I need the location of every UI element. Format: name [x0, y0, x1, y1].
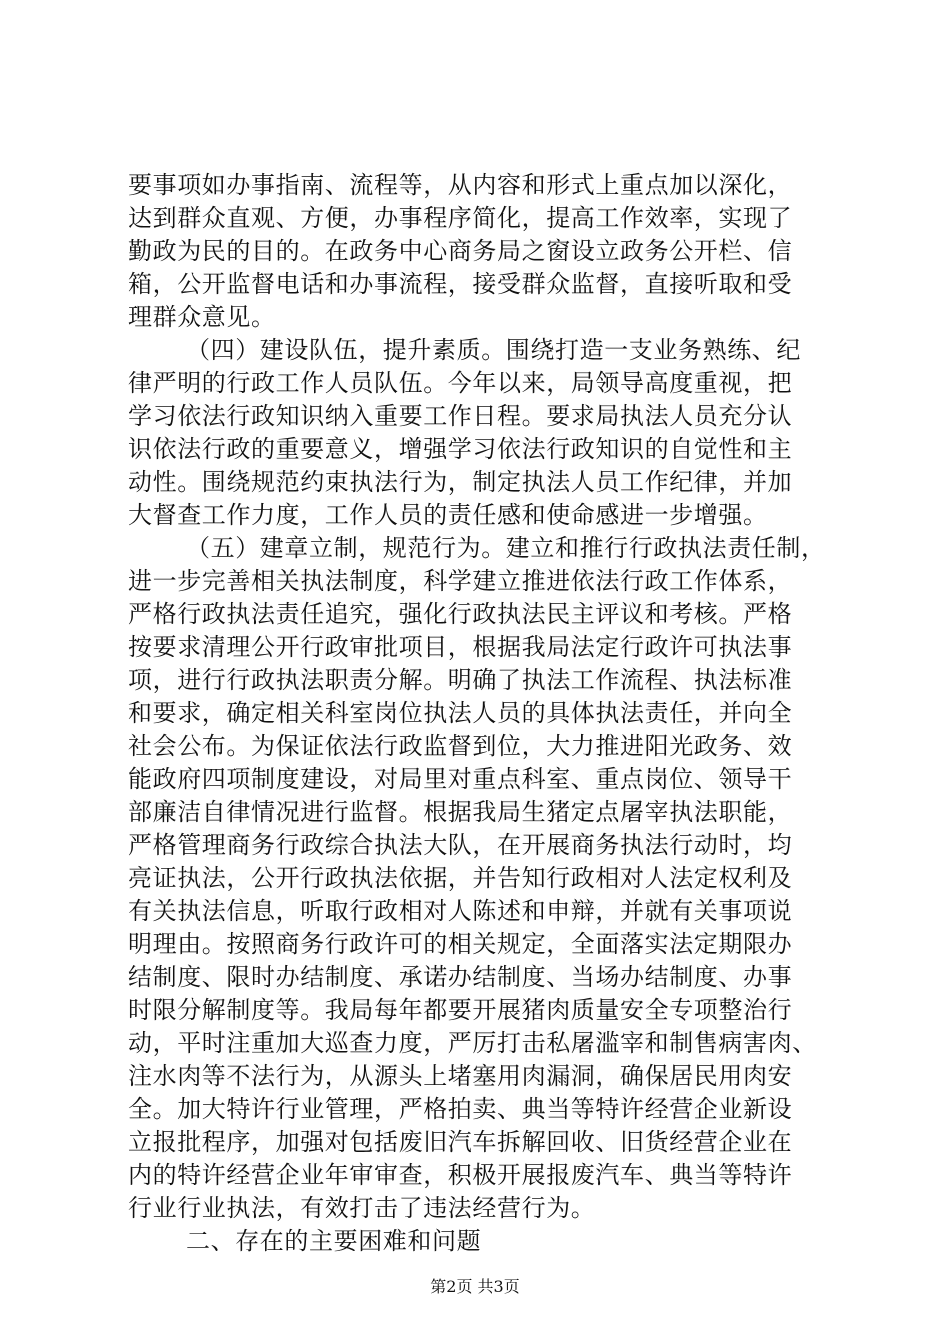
text-line: 进一步完善相关执法制度，科学建立推进依法行政工作体系， [128, 567, 793, 595]
text-line: 学习依法行政知识纳入重要工作日程。要求局执法人员充分认 [128, 402, 793, 430]
text-line: 箱，公开监督电话和办事流程，接受群众监督，直接听取和受 [128, 270, 793, 298]
text-line: 内的特许经营企业年审审查，积极开展报废汽车、典当等特许 [128, 1161, 793, 1189]
text-line: 项，进行行政执法职责分解。明确了执法工作流程、执法标准 [128, 666, 793, 694]
text-line: 全。加大特许行业管理，严格拍卖、典当等特许经营企业新设 [128, 1095, 793, 1123]
page-footer: 第2页 共3页 [430, 1277, 520, 1296]
text-line: 结制度、限时办结制度、承诺办结制度、当场办结制度、办事 [128, 963, 793, 991]
text-line: 立报批程序，加强对包括废旧汽车拆解回收、旧货经营企业在 [128, 1128, 793, 1156]
text-line: 律严明的行政工作人员队伍。今年以来，局领导高度重视，把 [128, 369, 793, 397]
text-line: 严格管理商务行政综合执法大队，在开展商务执法行动时，均 [128, 831, 793, 859]
text-line: 按要求清理公开行政审批项目，根据我局法定行政许可执法事 [128, 633, 793, 661]
body-text [128, 169, 828, 1258]
text-line: 达到群众直观、方便，办事程序简化，提高工作效率，实现了 [128, 204, 793, 232]
text-line: 二、存在的主要困难和问题 [186, 1227, 482, 1255]
text-line: 有关执法信息，听取行政相对人陈述和申辩，并就有关事项说 [128, 897, 793, 925]
text-line: 理群众意见。 [128, 303, 276, 331]
text-line: 时限分解制度等。我局每年都要开展猪肉质量安全专项整治行 [128, 996, 793, 1024]
text-line: 动，平时注重加大巡查力度，严厉打击私屠滥宰和制售病害肉、 [128, 1029, 817, 1057]
text-line: 行业行业执法，有效打击了违法经营行为。 [128, 1194, 596, 1222]
text-line: 勤政为民的目的。在政务中心商务局之窗设立政务公开栏、信 [128, 237, 793, 265]
text-line: 大督查工作力度，工作人员的责任感和使命感进一步增强。 [128, 501, 768, 529]
text-line: 和要求，确定相关科室岗位执法人员的具体执法责任，并向全 [128, 699, 793, 727]
text-line: 社会公布。为保证依法行政监督到位，大力推进阳光政务、效 [128, 732, 793, 760]
text-line: 注水肉等不法行为，从源头上堵塞用肉漏洞，确保居民用肉安 [128, 1062, 793, 1090]
text-line: 要事项如办事指南、流程等，从内容和形式上重点加以深化， [128, 171, 793, 199]
text-line: 能政府四项制度建设，对局里对重点科室、重点岗位、领导干 [128, 765, 793, 793]
text-line: （五）建章立制，规范行为。建立和推行行政执法责任制， [186, 534, 826, 562]
text-line: （四）建设队伍，提升素质。围绕打造一支业务熟练、纪 [186, 336, 801, 364]
text-line: 明理由。按照商务行政许可的相关规定，全面落实法定期限办 [128, 930, 793, 958]
text-line: 亮证执法，公开行政执法依据，并告知行政相对人法定权利及 [128, 864, 793, 892]
text-line: 识依法行政的重要意义，增强学习依法行政知识的自觉性和主 [128, 435, 793, 463]
text-line: 动性。围绕规范约束执法行为，制定执法人员工作纪律，并加 [128, 468, 793, 496]
text-line: 严格行政执法责任追究，强化行政执法民主评议和考核。严格 [128, 600, 793, 628]
text-line: 部廉洁自律情况进行监督。根据我局生猪定点屠宰执法职能， [128, 798, 793, 826]
